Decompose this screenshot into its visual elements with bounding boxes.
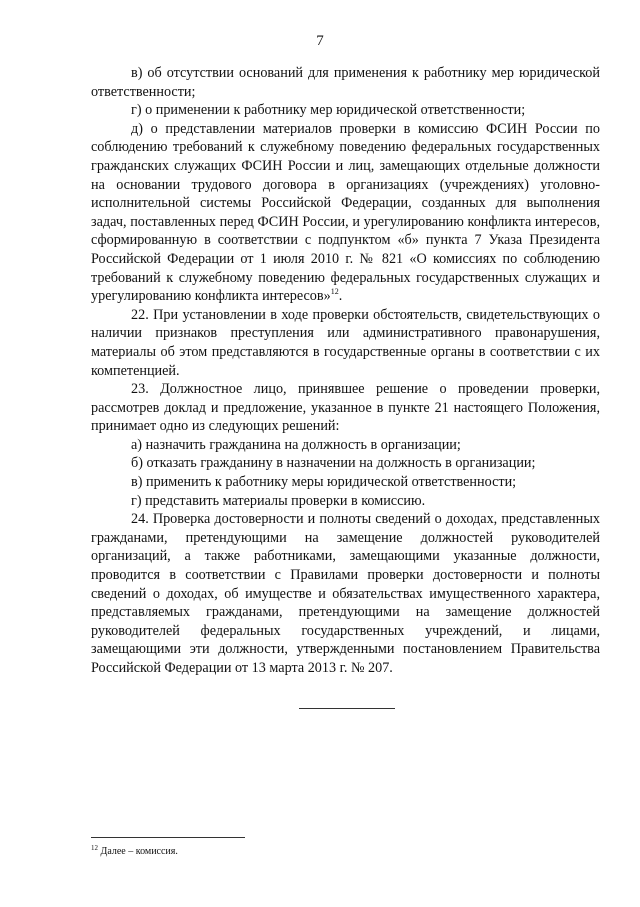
paragraph-item-g <box>91 101 600 120</box>
paragraph-text: д) о представлении материалов проверки в комиссию ФСИН России по соблюдению требований к служебному поведению федеральных государственных гражданских служащих ФСИН России и лиц, замещающих отдельные должности на основании трудового договора в организациях (учреждениях) уголовно-исполнительной системы Российской Федерации, созданных для выполнения задач, поставленных перед ФСИН России, и урегулированию конфликта интересов, сформированную в соответствии с подпунктом «б» пункта 7 Указа Президента Российской Федерации от 1 июля 2010 г. № 821 «О комиссиях по соблюдению требований к служебному поведению федеральных государственных служащих и урегулированию конфликта интересов» <box>91 120 600 305</box>
paragraph-24 <box>91 510 600 677</box>
paragraph-text: б) отказать гражданину в назначении на должность в организации; <box>131 455 536 472</box>
paragraph-text: г) представить материалы проверки в комиссию. <box>131 492 426 509</box>
paragraph-item-v <box>91 64 600 101</box>
paragraph-23-b <box>91 454 600 473</box>
footnote-number: 12 <box>91 844 98 852</box>
paragraph-23 <box>91 380 600 436</box>
footnote-text: Далее – комиссия. <box>100 846 178 857</box>
paragraph-23-g <box>91 492 600 511</box>
paragraph-23-v <box>91 473 600 492</box>
paragraph-text: в) об отсутствии оснований для применения к работнику мер юридической ответственности; <box>91 65 600 100</box>
footnote-divider <box>91 837 245 838</box>
paragraph-text: 22. При установлении в ходе проверки обстоятельств, свидетельствующих о наличии признаков преступления или административного правонарушения, материалы об этом представляются в государственные органы в соответствии с их компетенцией. <box>91 306 600 379</box>
paragraph-text: 24. Проверка достоверности и полноты сведений о доходах, представленных гражданами, претендующими на замещение должностей руководителей организаций, а также работниками, замещающими указанные должности, проводится в соответствии с Правилами проверки достоверности и полноты сведений о доходах, об имуществе и обязательствах имущественного характера, представляемых гражданами, претендующими на замещение должностей руководителей федеральных государственных учреждений, и лицами, замещающими эти должности, утвержденными постановлением Правительства Российской Федерации от 13 марта 2013 г. № 207. <box>91 511 600 676</box>
paragraph-22 <box>91 306 600 380</box>
paragraph-item-d <box>91 120 600 306</box>
footnote <box>91 846 178 858</box>
paragraph-23-a <box>91 436 600 455</box>
paragraph-text: 23. Должностное лицо, принявшее решение о проведении проверки, рассмотрев доклад и предложение, указанное в пункте 21 настоящего Положения, принимает одно из следующих решений: <box>91 381 600 435</box>
paragraph-text: а) назначить гражданина на должность в организации; <box>131 436 461 453</box>
page-number: 7 <box>316 33 324 49</box>
document-body <box>91 64 600 678</box>
footnote-reference[interactable]: 12 <box>330 287 339 297</box>
paragraph-tail: . <box>338 288 343 305</box>
paragraph-text: г) о применении к работнику мер юридической ответственности; <box>131 102 526 119</box>
paragraph-text: в) применить к работнику меры юридической ответственности; <box>131 474 517 491</box>
end-of-text-divider <box>299 708 395 709</box>
